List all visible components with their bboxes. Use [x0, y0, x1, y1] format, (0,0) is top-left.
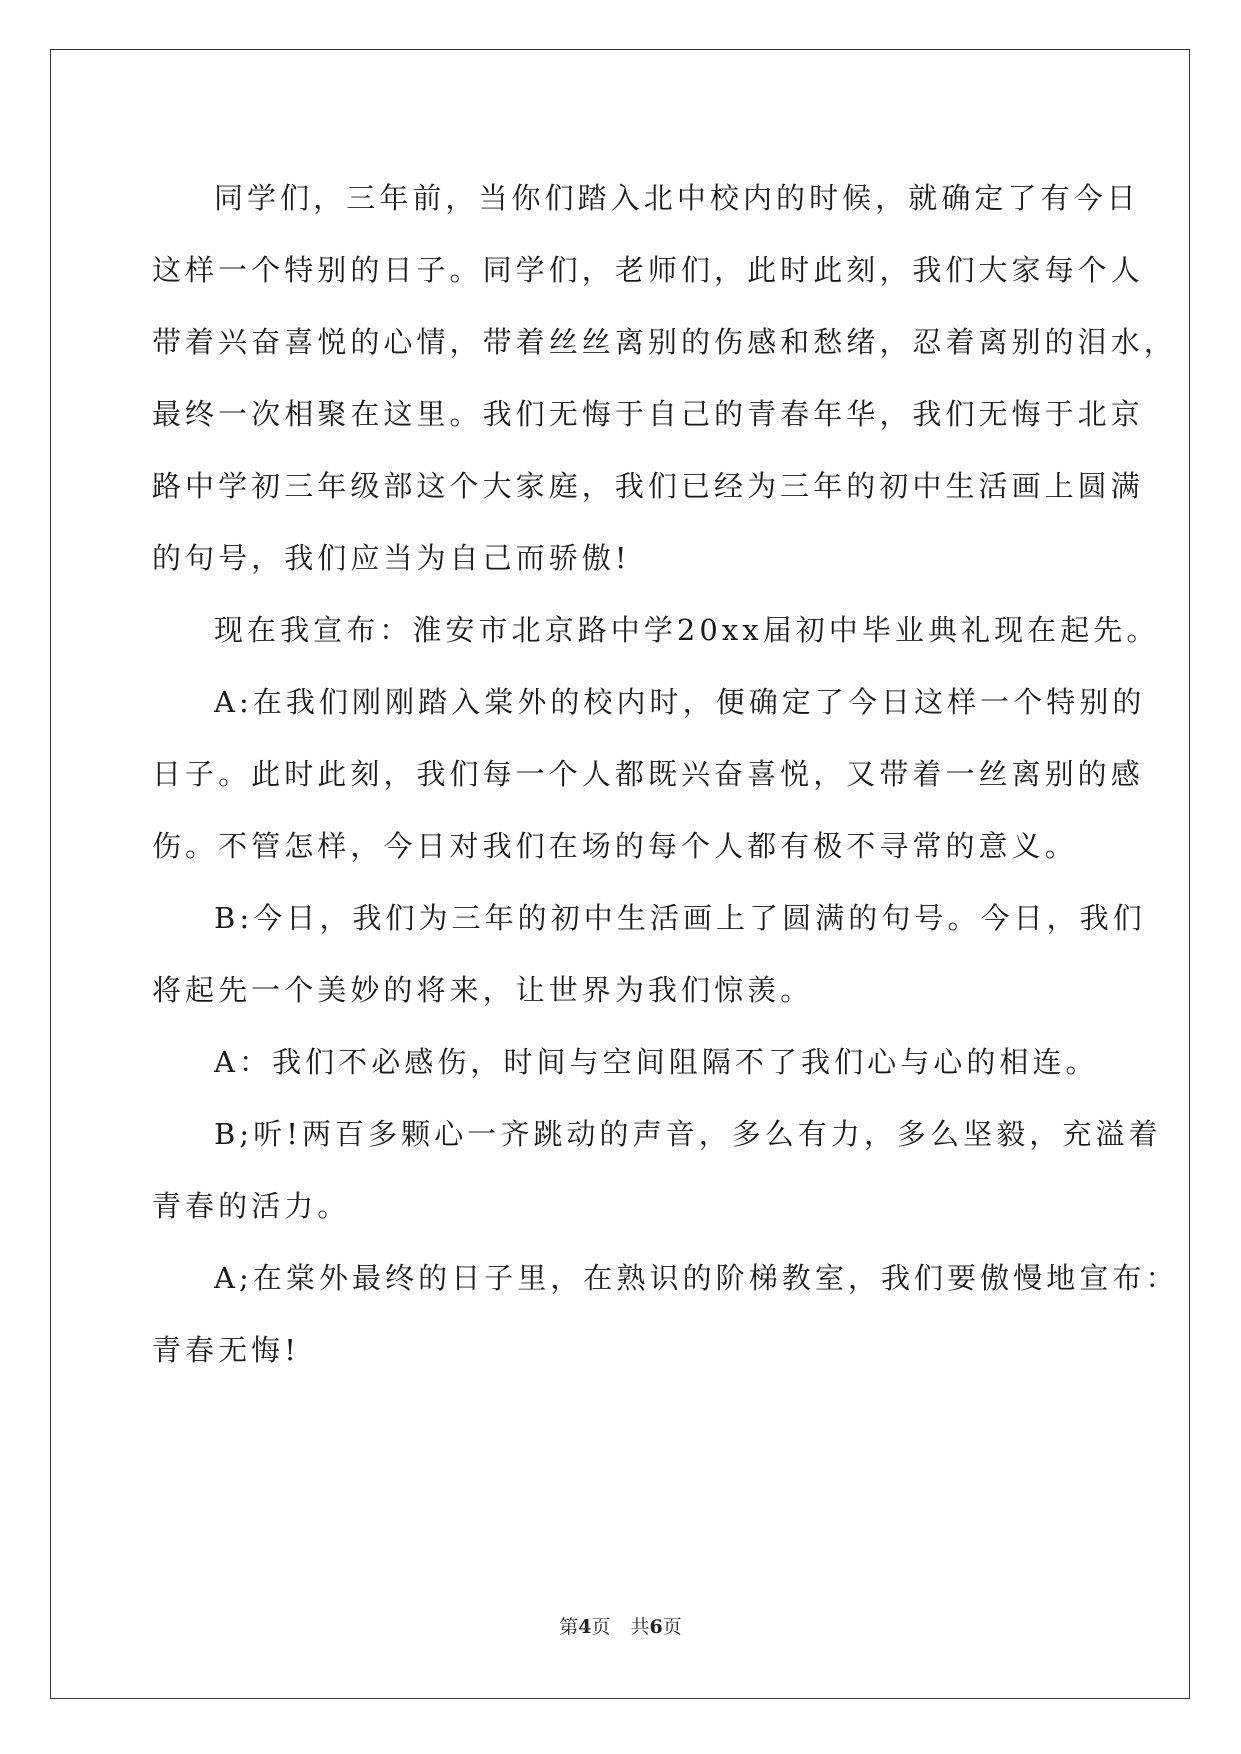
text-line: 日子。此时此刻，我们每一个人都既兴奋喜悦，又带着一丝离别的感 — [152, 757, 1144, 791]
paragraph — [152, 1242, 1179, 1386]
total-pages-suffix: 页 — [662, 1616, 682, 1638]
document-body — [152, 162, 1179, 1386]
text-line: 现在我宣布：淮安市北京路中学20xx届初中毕业典礼现在起先。 — [214, 613, 1160, 647]
text-line: 这样一个特别的日子。同学们，老师们，此时此刻，我们大家每个人 — [152, 253, 1144, 287]
paragraph — [152, 162, 1177, 594]
text-line: 路中学初三年级部这个大家庭，我们已经为三年的初中生活画上圆满 — [152, 469, 1144, 503]
text-line: 的句号，我们应当为自己而骄傲! — [152, 541, 631, 575]
page-footer — [0, 1612, 1241, 1639]
current-page-number: 4 — [578, 1616, 592, 1638]
text-line: 青春无悔! — [152, 1333, 300, 1367]
total-pages-number: 6 — [649, 1616, 663, 1638]
text-line: B;听!两百多颗心一齐跳动的声音，多么有力，多么坚毅，充溢着 — [214, 1117, 1162, 1151]
paragraph — [152, 1098, 1162, 1242]
text-line: 青春的活力。 — [152, 1189, 351, 1223]
text-line: A：我们不必感伤，时间与空间阻隔不了我们心与心的相连。 — [214, 1045, 1099, 1079]
page-number-suffix: 页 — [591, 1616, 611, 1638]
page-number-prefix: 第 — [559, 1616, 579, 1638]
text-line: A;在棠外最终的日子里，在熟识的阶梯教室，我们要傲慢地宣布： — [214, 1261, 1179, 1295]
paragraph — [152, 594, 1160, 666]
text-line: 将起先一个美妙的将来，让世界为我们惊羡。 — [152, 973, 814, 1007]
text-line: 带着兴奋喜悦的心情，带着丝丝离别的伤感和愁绪，忍着离别的泪水， — [152, 325, 1177, 359]
paragraph — [152, 882, 1146, 1026]
text-line: 同学们，三年前，当你们踏入北中校内的时候，就确定了有今日 — [214, 181, 1140, 215]
text-line: B:今日，我们为三年的初中生活画上了圆满的句号。今日，我们 — [214, 901, 1146, 935]
text-line: 最终一次相聚在这里。我们无悔于自己的青春年华，我们无悔于北京 — [152, 397, 1144, 431]
paragraph — [152, 1026, 1102, 1098]
total-pages-prefix: 共 — [630, 1616, 650, 1638]
text-line: A:在我们刚刚踏入棠外的校内时，便确定了今日这样一个特别的 — [214, 685, 1146, 719]
paragraph — [152, 666, 1146, 882]
text-line: 伤。不管怎样，今日对我们在场的每个人都有极不寻常的意义。 — [152, 829, 1078, 863]
